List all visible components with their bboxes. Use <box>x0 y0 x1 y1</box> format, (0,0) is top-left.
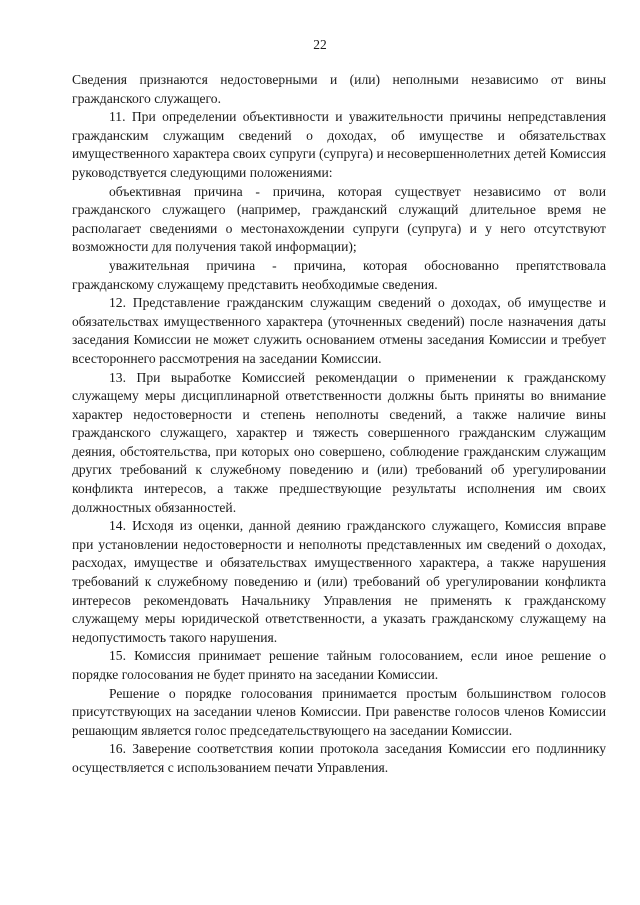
paragraph-valid-reason: уважительная причина - причина, которая обоснованно препятствовала гражданскому служащему представить необходимые сведения. <box>72 257 606 292</box>
paragraph-14: 14. Исходя из оценки, данной деянию гражданского служащего, Комиссия вправе при установлении недостоверности и неполноты представленных им сведений о доходах, расходах, имуществе и обязательствах имущественного характера, а также нарушения требований к служебному поведению и (или) требований об урегулировании конфликта интересов рекомендовать Начальнику Управления не применять к гражданскому служащему меры юридической ответственности, а указать гражданскому служащему на недопустимость такого нарушения. <box>72 518 606 645</box>
page-number: 22 <box>313 37 327 52</box>
paragraph-voting-decision: Решение о порядке голосования принимается простым большинством голосов присутствующих на заседании членов Комиссии. При равенстве голосов членов Комиссии решающим является голос председательствующего на заседании Комиссии. <box>72 685 606 738</box>
paragraph-13: 13. При выработке Комиссией рекомендации о применении к гражданскому служащему меры дисциплинарной ответственности должны быть приняты во внимание характер недостоверности и степень неполноты сведений, а также наличие вины гражданского служащего, характер и тяжесть совершенного гражданским служащим деяния, обстоятельства, при которых оно совершено, соблюдение гражданским служащим других требований к служебному поведению и (или) требований об урегулировании конфликта интересов, а также предшествующие результаты исполнения им своих должностных обязанностей. <box>72 369 606 515</box>
document-body <box>72 71 606 778</box>
paragraph-16: 16. Заверение соответствия копии протокола заседания Комиссии его подлиннику осуществляется с использованием печати Управления. <box>72 741 606 775</box>
paragraph-15: 15. Комиссия принимает решение тайным голосованием, если иное решение о порядке голосования не будет принято на заседании Комиссии. <box>72 648 606 682</box>
paragraph-objective-reason: объективная причина - причина, которая существует независимо от воли гражданского служащего (например, гражданский служащий длительное время не располагает сведениями о местонахождении супруги (супруга) и у него отсутствуют возможности для получения такой информации); <box>72 183 606 255</box>
paragraph-12: 12. Представление гражданским служащим сведений о доходах, об имуществе и обязательствах имущественного характера (уточненных сведений) после назначения даты заседания Комиссии не может служить основанием отмены заседания Комиссии и требует всестороннего рассмотрения на заседании Комиссии. <box>72 295 606 366</box>
paragraph-validity-note: Сведения признаются недостоверными и (или) неполными независимо от вины гражданского служащего. <box>72 72 606 106</box>
paragraph-11: 11. При определении объективности и уважительности причины непредставления гражданским служащим сведений о доходах, об имуществе и обязательствах имущественного характера своих супруги (супруга) и несовершеннолетних детей Комиссия руководствуется следующими положениями: <box>72 109 606 180</box>
